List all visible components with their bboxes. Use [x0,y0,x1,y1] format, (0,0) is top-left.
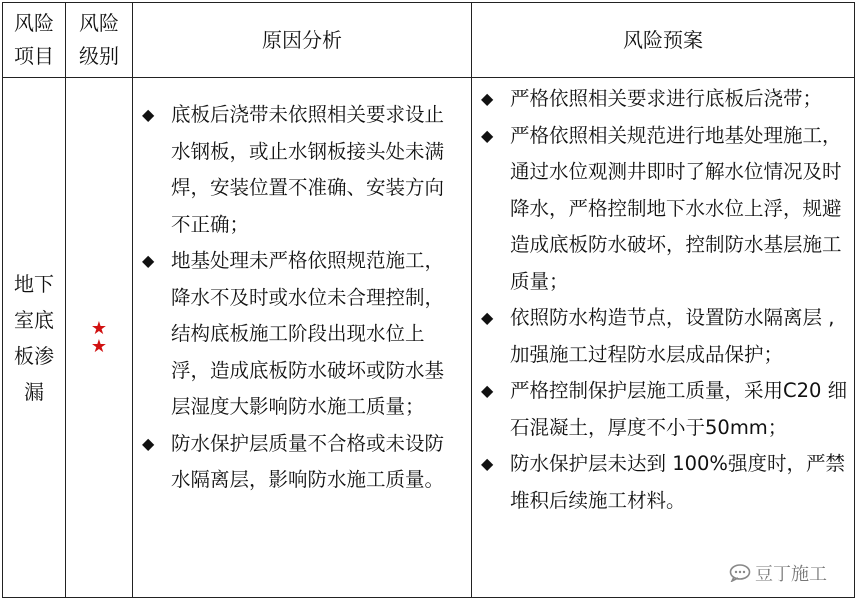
header-risk-level-text: 风险 级别 [79,11,119,68]
diamond-bullet-icon: ◆ [481,308,494,327]
list-item [472,118,848,301]
watermark [723,559,833,587]
header-risk-plan: 风险预案 [472,3,855,78]
star-icon: ★ [90,335,108,357]
header-risk-item [3,3,66,78]
diamond-bullet-icon: ◆ [142,251,155,270]
list-item [472,446,848,519]
risk-plan-cell [472,78,855,598]
diamond-bullet-icon: ◆ [142,433,155,453]
header-risk-item-text: 风险 项目 [14,11,54,68]
plan-text: 防水保护层未达到 100%强度时，严禁堆积后续施工材料。 [510,452,845,512]
risk-table [2,2,855,598]
risk-level-stars [90,317,108,357]
risk-item-text: 地下 室底 板渗 漏 [14,271,54,404]
diamond-bullet-icon: ◆ [481,125,494,145]
plan-text: 严格控制保护层施工质量，采用C20 细石混凝土，厚度不小于50mm； [510,379,848,439]
list-item [133,97,459,243]
table-row [3,78,855,598]
risk-level-cell [66,78,133,598]
plan-text: 依照防水构造节点，设置防水隔离层 ,加强施工过程防水层成品保护； [510,306,835,366]
list-item [472,81,848,118]
cause-list [133,78,471,499]
plan-text: 严格依照相关规范进行地基处理施工，通过水位观测井即时了解水位情况及时降水，严格控制地下水水位上浮，规避造成底板防水破坏，控制防水基层施工质量； [510,123,842,293]
diamond-bullet-icon: ◆ [481,89,494,108]
cause-text: 防水保护层质量不合格或未设防水隔离层，影响防水施工质量。 [171,431,445,491]
cause-analysis-cell [133,78,472,598]
diamond-bullet-icon: ◆ [142,105,155,124]
cause-text: 地基处理未严格依照规范施工，降水不及时或水位未合理控制，结构底板施工阶段出现水位上浮，造成底板防水破坏或防水基层湿度大影响防水施工质量； [171,249,445,418]
list-item [133,426,459,499]
header-risk-level [66,3,133,78]
header-row [3,3,855,78]
cause-text: 底板后浇带未依照相关要求设止水钢板，或止水钢板接头处未满焊，安装位置不准确、安装方向不正确； [171,103,445,236]
diamond-bullet-icon: ◆ [481,381,494,400]
diamond-bullet-icon: ◆ [481,454,494,473]
header-cause-analysis: 原因分析 [133,3,472,78]
list-item [472,373,848,446]
plan-list [472,78,854,519]
watermark-text: 豆丁施工 [755,564,827,585]
chat-bubble-icon [729,564,751,582]
risk-item-cell [3,78,66,598]
list-item [472,300,848,373]
list-item [133,243,459,426]
star-icon: ★ [90,317,108,339]
plan-text: 严格依照相关要求进行底板后浇带； [510,87,823,110]
